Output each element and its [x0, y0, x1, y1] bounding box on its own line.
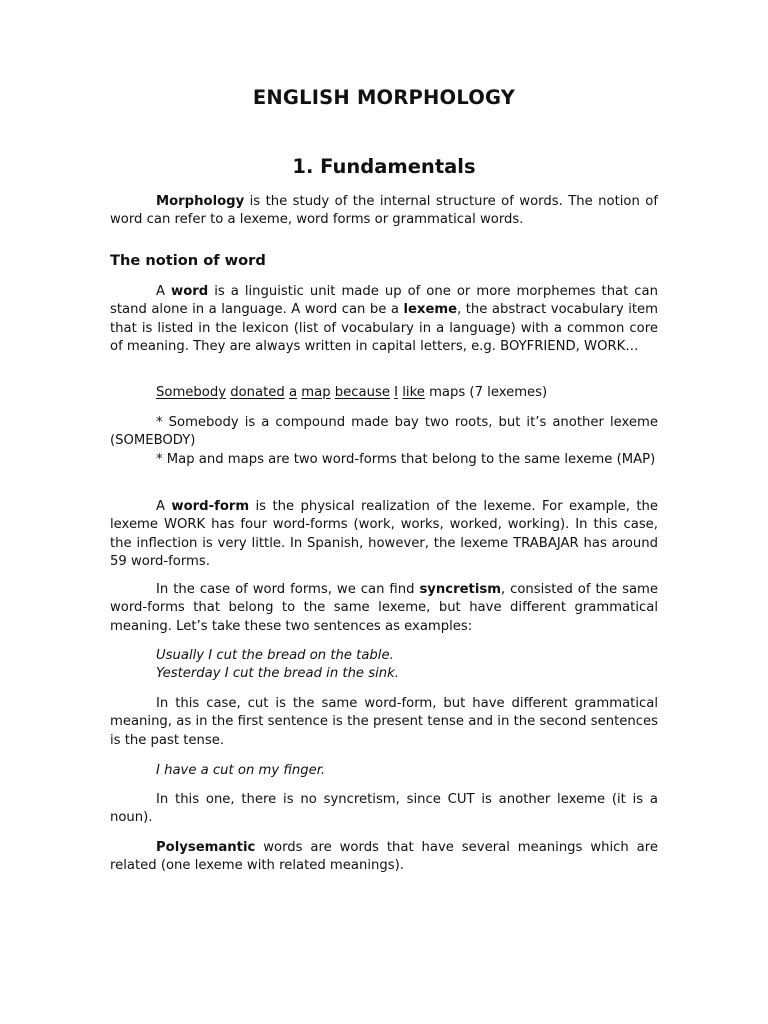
syncretism-paragraph [110, 581, 658, 636]
word-definition-paragraph [110, 283, 658, 357]
lexeme-word: a [288, 385, 298, 400]
term-morphology: Morphology [156, 194, 245, 209]
section-heading: 1. Fundamentals [292, 155, 476, 178]
word-form-text: is the physical realization of the lexeme. For example, the lexeme WORK has four word-forms (work, works, worked, working). In this case, the inflection is very little. In Spanish, however, the lexeme TRABAJAR has around 59 word-forms. [110, 499, 658, 570]
term-lexeme: lexeme [403, 302, 458, 318]
subsection-heading: The notion of word [110, 252, 266, 269]
word-definition-text-2: , the abstract vocabulary item that is listed in the lexicon (list of vocabulary in a language) with a common core of meaning. They are always written in capital letters, e.g. BOYFRIEND, WORK… [110, 302, 659, 355]
example-noun: I have a cut on my finger. [156, 763, 326, 778]
example-sentence [110, 384, 658, 402]
cut-explanation-paragraph: In this case, cut is the same word-form, but have different grammatical meaning, as in the first sentence is the present tense and in the second sentences is the past tense. [110, 696, 658, 748]
term-syncretism: syncretism [419, 582, 501, 597]
note-somebody: * Somebody is a compound made bay two roots, but it’s another lexeme (SOMEBODY) [110, 415, 658, 449]
example-present: Usually I cut the bread on the table. [156, 648, 394, 663]
syncretism-text: , consisted of the same word-forms that belong to the same lexeme, but have different grammatical meaning. Let’s take these two sentences as examples: [110, 582, 658, 634]
document-title: ENGLISH MORPHOLOGY [252, 86, 516, 109]
polysemantic-paragraph [110, 839, 658, 876]
word-definition-lead: A [156, 284, 172, 299]
lexeme-word: like [402, 385, 425, 400]
lexeme-word: Somebody [156, 385, 227, 400]
note-map: * Map and maps are two word-forms that belong to the same lexeme (MAP) [156, 452, 656, 467]
word-form-lead: A [156, 499, 172, 514]
lexeme-word: map [301, 385, 331, 400]
intro-paragraph [110, 193, 658, 230]
term-word-form: word-form [171, 499, 250, 514]
lexeme-word: because [334, 385, 390, 400]
intro-text: is the study of the internal structure of words. The notion of word can refer to a lexeme, word forms or grammatical words. [110, 194, 658, 228]
no-syncretism-paragraph: In this one, there is no syncretism, since CUT is another lexeme (it is a noun). [110, 792, 658, 826]
example-tail: maps (7 lexemes) [429, 385, 548, 400]
term-word: word [171, 284, 209, 299]
lexeme-word: donated [230, 385, 285, 400]
polysemantic-text: words are words that have several meanings which are related (one lexeme with related meanings). [110, 840, 658, 874]
example-past: Yesterday I cut the bread in the sink. [156, 666, 399, 681]
syncretism-lead: In the case of word forms, we can find [156, 582, 420, 597]
word-form-paragraph [110, 498, 658, 572]
term-polysemantic: Polysemantic [156, 840, 256, 855]
lexeme-word: I [394, 385, 399, 400]
word-definition-text-1: is a linguistic unit made up of one or more morphemes that can stand alone in a language. A word can be a [110, 284, 658, 318]
